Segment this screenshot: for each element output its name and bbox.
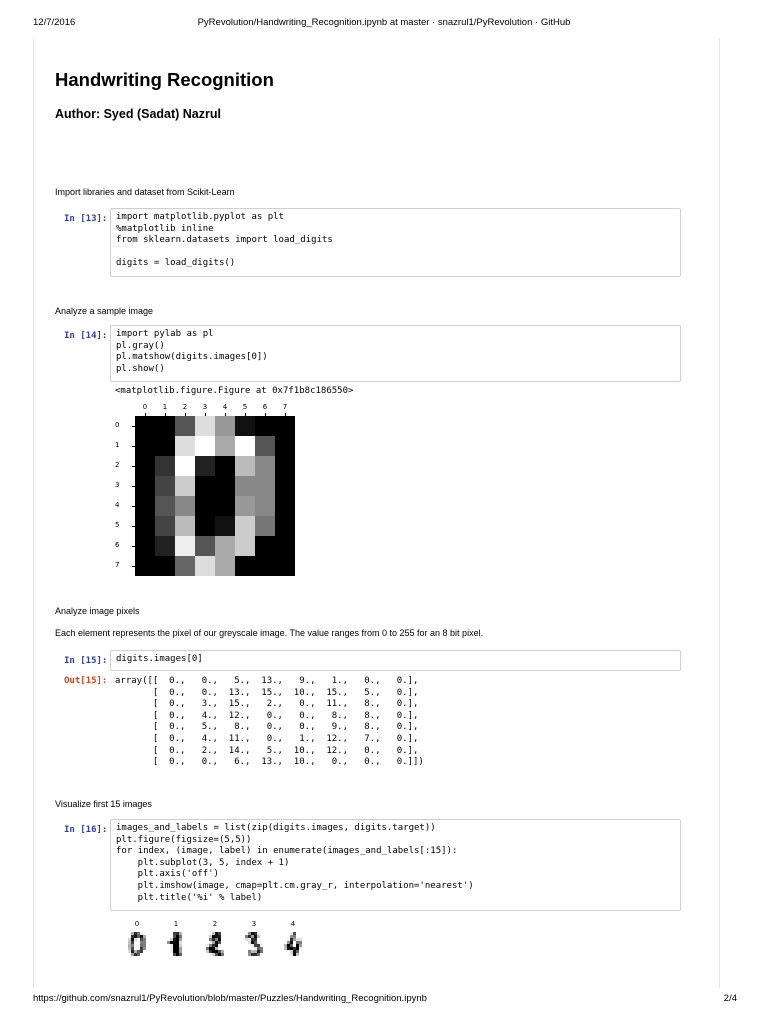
pixel-cell: [275, 456, 295, 476]
pixel-cell: [215, 436, 235, 456]
digit-thumbnail: [281, 920, 319, 970]
print-url: https://github.com/snazrul1/PyRevolution/blob/master/Puzzles/Handwriting_Recognition.ipynb: [33, 993, 427, 1004]
digit-thumbnail-label: 3: [251, 920, 257, 928]
output-15-array: [115, 676, 424, 769]
markdown-pixel-description: Each element represents the pixel of our greyscale image. The value ranges from 0 to 255 for an 8 bit pixel.: [55, 628, 484, 638]
pixel-cell: [155, 516, 175, 536]
code-cell-14[interactable]: [110, 325, 681, 382]
pixel-cell: [195, 536, 215, 556]
thumb-pixel: [146, 953, 149, 956]
print-page-title: PyRevolution/Handwriting_Recognition.ipynb at master · snazrul1/PyRevolution · GitHub: [197, 17, 571, 28]
y-tick-label: 7: [115, 561, 120, 569]
pixel-cell: [195, 556, 215, 576]
output-14-text: [115, 386, 353, 398]
pixel-cell: [195, 496, 215, 516]
pixel-cell: [235, 496, 255, 516]
y-tick-label: 0: [115, 421, 120, 429]
digit-thumbnail-grid: [281, 932, 305, 956]
pixel-cell: [135, 436, 155, 456]
markdown-analyze-sample: Analyze a sample image: [55, 306, 154, 316]
print-footer: [0, 993, 768, 1007]
code-cell-13-source[interactable]: import matplotlib.pyplot as plt %matplotlib inline from sklearn.datasets import load_digits digits = load_digits(): [116, 212, 333, 269]
digit-thumbnail-grid: [164, 932, 188, 956]
markdown-visualize: Visualize first 15 images: [55, 799, 152, 809]
thumb-pixel: [185, 953, 188, 956]
code-cell-16-source[interactable]: images_and_labels = list(zip(digits.images, digits.target)) plt.figure(figsize=(5,5)) for index, (image, label) in enumerate(images_and_labels[:15]): plt.subplot(3, 5, index + 1) plt.axis('off') plt.imshow(image, cmap=plt.cm.gray_r, interpolation='nearest') plt.title('%i' % label): [116, 823, 474, 903]
figure-repr-text: <matplotlib.figure.Figure at 0x7f1b8c186550>: [115, 386, 354, 396]
pixel-cell: [155, 556, 175, 576]
pixel-cell: [195, 476, 215, 496]
pixel-cell: [255, 476, 275, 496]
pixel-cell: [155, 416, 175, 436]
pixel-cell: [155, 536, 175, 556]
pixel-cell: [255, 496, 275, 516]
pixel-cell: [235, 536, 255, 556]
pixel-cell: [175, 496, 195, 516]
notebook-title: Handwriting Recognition: [55, 69, 274, 90]
code-cell-15[interactable]: [110, 650, 681, 671]
pixel-cell: [135, 416, 155, 436]
input-prompt-14: In [14]:: [64, 331, 108, 341]
thumb-pixel: [263, 953, 266, 956]
pixel-cell: [235, 436, 255, 456]
code-cell-15-source[interactable]: digits.images[0]: [116, 654, 203, 664]
x-tick-label: 7: [282, 403, 288, 411]
page-frame-right: [719, 38, 720, 988]
matshow-grid: [135, 416, 295, 576]
pixel-cell: [215, 556, 235, 576]
y-tick-label: 5: [115, 521, 120, 529]
pixel-cell: [215, 536, 235, 556]
thumb-pixel: [224, 953, 227, 956]
markdown-analyze-pixels: Analyze image pixels: [55, 606, 140, 616]
x-tick-label: 6: [262, 403, 268, 411]
pixel-cell: [155, 456, 175, 476]
x-tick-label: 2: [182, 403, 188, 411]
pixel-cell: [175, 436, 195, 456]
y-tick-label: 1: [115, 441, 120, 449]
pixel-cell: [155, 476, 175, 496]
pixel-cell: [255, 536, 275, 556]
pixel-cell: [175, 416, 195, 436]
notebook-author: Author: Syed (Sadat) Nazrul: [55, 107, 221, 121]
digit-thumbnail-label: 2: [212, 920, 218, 928]
pixel-cell: [175, 476, 195, 496]
pixel-cell: [235, 516, 255, 536]
pixel-cell: [215, 496, 235, 516]
pixel-cell: [135, 516, 155, 536]
matshow-figure: [115, 403, 295, 578]
x-tick-label: 1: [162, 403, 168, 411]
digit-thumbnail-label: 0: [134, 920, 140, 928]
digit-thumbnail-grid: [125, 932, 149, 956]
digit-thumbnail: [164, 920, 202, 970]
pixel-cell: [135, 496, 155, 516]
x-tick-label: 5: [242, 403, 248, 411]
pixel-cell: [255, 416, 275, 436]
pixel-cell: [275, 436, 295, 456]
pixel-cell: [195, 516, 215, 536]
pixel-cell: [195, 456, 215, 476]
y-tick-label: 3: [115, 481, 120, 489]
pixel-cell: [135, 556, 155, 576]
pixel-cell: [275, 496, 295, 516]
pixel-cell: [255, 456, 275, 476]
input-prompt-15: In [15]:: [64, 656, 108, 666]
pixel-cell: [275, 556, 295, 576]
y-tick-label: 6: [115, 541, 120, 549]
digit-thumbnail-grid: [242, 932, 266, 956]
pixel-cell: [175, 456, 195, 476]
pixel-cell: [235, 556, 255, 576]
pixel-cell: [175, 556, 195, 576]
pixel-cell: [155, 496, 175, 516]
x-tick-label: 4: [222, 403, 228, 411]
thumb-pixel: [302, 953, 305, 956]
pixel-cell: [235, 416, 255, 436]
digit-thumbnail-grid: [203, 932, 227, 956]
print-date: 12/7/2016: [33, 17, 76, 28]
x-tick-label: 0: [142, 403, 148, 411]
pixel-cell: [275, 516, 295, 536]
pixel-cell: [215, 456, 235, 476]
input-prompt-13: In [13]:: [64, 214, 108, 224]
pixel-cell: [275, 476, 295, 496]
pixel-cell: [175, 536, 195, 556]
pixel-cell: [215, 476, 235, 496]
x-tick-label: 3: [202, 403, 208, 411]
pixel-cell: [255, 516, 275, 536]
digit-thumbnail: [203, 920, 241, 970]
pixel-cell: [255, 556, 275, 576]
pixel-cell: [135, 476, 155, 496]
y-tick-label: 4: [115, 501, 120, 509]
pixel-cell: [195, 436, 215, 456]
code-cell-16[interactable]: [110, 819, 681, 911]
print-header: [0, 17, 768, 31]
code-cell-13[interactable]: [110, 208, 681, 277]
markdown-import-libraries: Import libraries and dataset from Scikit-Learn: [55, 187, 235, 197]
page-frame-left: [33, 38, 34, 988]
array-output-text: array([[ 0., 0., 5., 13., 9., 1., 0., 0.], [ 0., 0., 13., 15., 10., 15., 5., 0.], [ 0., 3., 15., 2., 0., 11., 8., 0.], [ 0., 4., 12., 0., 0., 8., 8., 0.], [ 0., 5., 8., 0., 0., 9., 8., 0.], [ 0., 4., 11., 0., 1., 12., 7., 0.], [ 0., 2., 14., 5., 10., 12., 0., 0.], [ 0., 0., 6., 13., 10., 0., 0., 0.]]): [115, 676, 424, 768]
pixel-cell: [235, 476, 255, 496]
digit-thumbnail-label: 1: [173, 920, 179, 928]
output-prompt-15: Out[15]:: [64, 676, 108, 686]
pixel-cell: [195, 416, 215, 436]
pixel-cell: [215, 416, 235, 436]
pixel-cell: [275, 416, 295, 436]
digit-thumbnails: [125, 920, 325, 970]
pixel-cell: [275, 536, 295, 556]
pixel-cell: [155, 436, 175, 456]
print-page-number: 2/4: [723, 993, 737, 1004]
digit-thumbnail: [125, 920, 163, 970]
code-cell-14-source[interactable]: import pylab as pl pl.gray() pl.matshow(digits.images[0]) pl.show(): [116, 329, 268, 374]
input-prompt-16: In [16]:: [64, 825, 108, 835]
y-tick-label: 2: [115, 461, 120, 469]
pixel-cell: [255, 436, 275, 456]
pixel-cell: [135, 456, 155, 476]
digit-thumbnail: [242, 920, 280, 970]
pixel-cell: [235, 456, 255, 476]
digit-thumbnail-label: 4: [290, 920, 296, 928]
pixel-cell: [135, 536, 155, 556]
pixel-cell: [215, 516, 235, 536]
pixel-cell: [175, 516, 195, 536]
